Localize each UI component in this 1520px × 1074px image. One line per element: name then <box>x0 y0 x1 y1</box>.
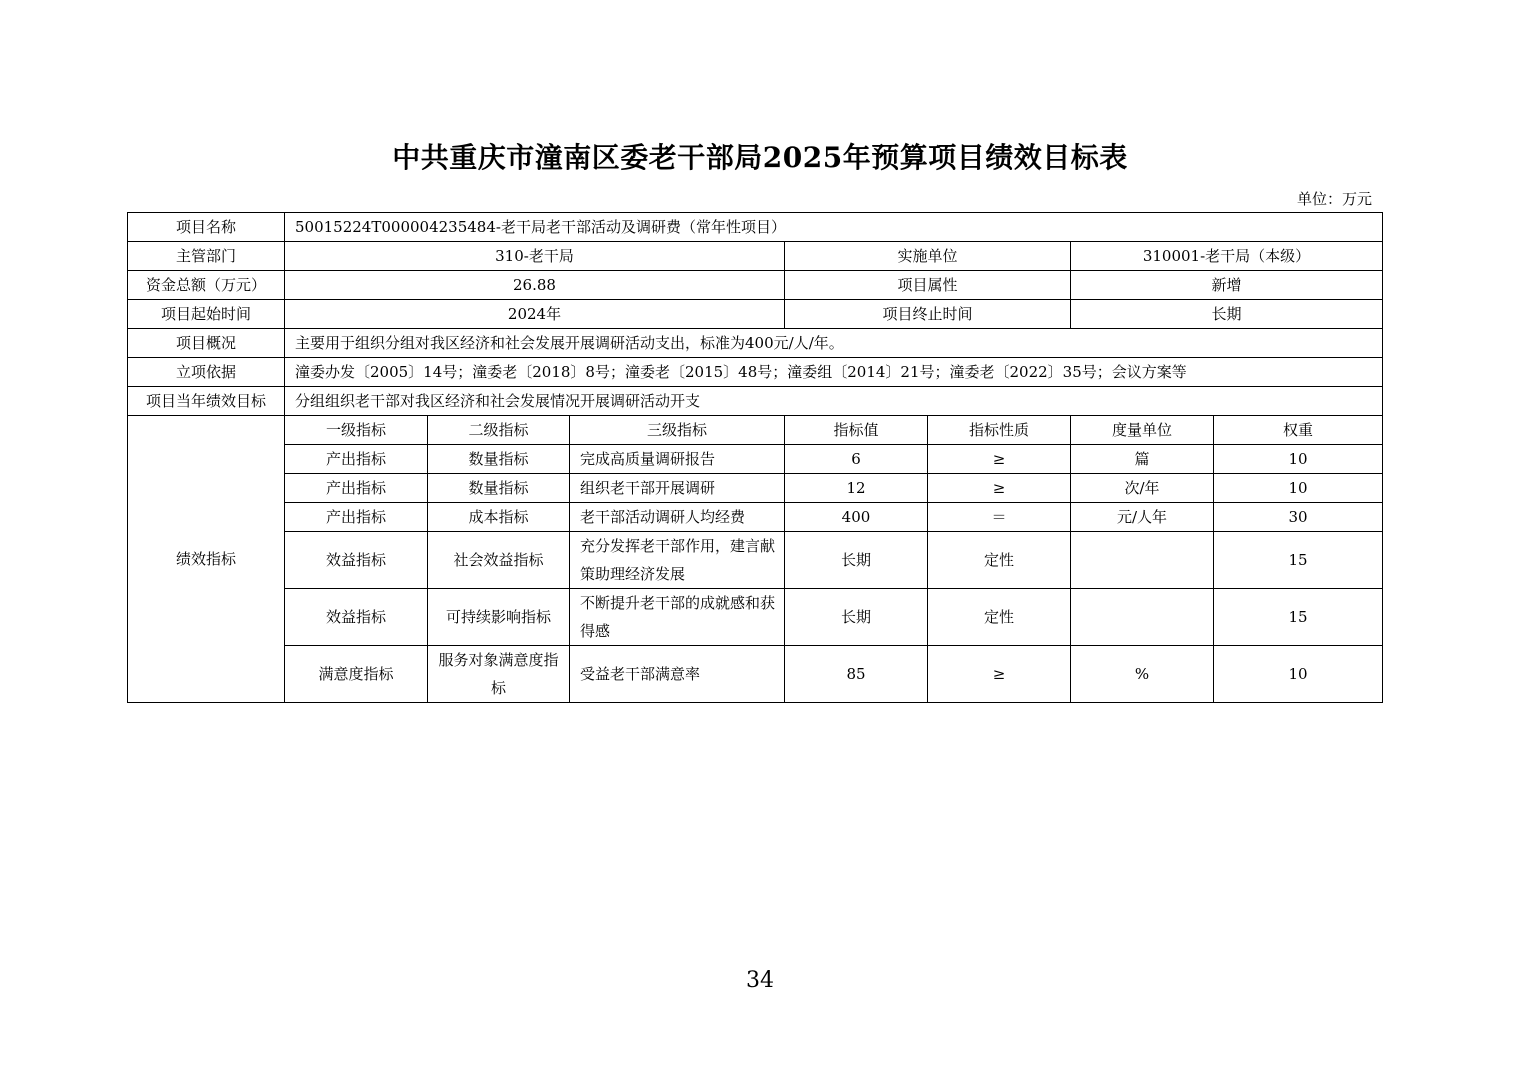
level3-cell: 不断提升老干部的成就感和获得感 <box>570 589 785 646</box>
unit-cell <box>1071 589 1214 646</box>
value-cell: 85 <box>785 646 928 703</box>
unit-cell: 篇 <box>1071 445 1214 474</box>
header-level2: 二级指标 <box>428 416 570 445</box>
row-project-name <box>128 213 1383 242</box>
level1-cell: 产出指标 <box>285 474 428 503</box>
overview-value: 主要用于组织分组对我区经济和社会发展开展调研活动支出，标准为400元/人/年。 <box>285 329 1383 358</box>
page-number: 34 <box>746 968 774 993</box>
nature-cell: 定性 <box>928 589 1071 646</box>
project-name-label: 项目名称 <box>128 213 285 242</box>
level2-cell: 服务对象满意度指标 <box>428 646 570 703</box>
weight-cell: 10 <box>1214 646 1383 703</box>
level1-cell: 效益指标 <box>285 589 428 646</box>
level3-cell: 充分发挥老干部作用，建言献策助理经济发展 <box>570 532 785 589</box>
row-dept <box>128 242 1383 271</box>
row-basis <box>128 358 1383 387</box>
nature-cell: 定性 <box>928 532 1071 589</box>
row-time <box>128 300 1383 329</box>
value-cell: 12 <box>785 474 928 503</box>
unit-cell: 元/人年 <box>1071 503 1214 532</box>
header-nature: 指标性质 <box>928 416 1071 445</box>
unit-cell: % <box>1071 646 1214 703</box>
performance-table <box>127 212 1383 703</box>
overview-label: 项目概况 <box>128 329 285 358</box>
dept-label: 主管部门 <box>128 242 285 271</box>
level1-cell: 效益指标 <box>285 532 428 589</box>
row-fund <box>128 271 1383 300</box>
level3-cell: 组织老干部开展调研 <box>570 474 785 503</box>
table-row <box>128 532 1383 589</box>
perf-label: 绩效指标 <box>128 416 285 703</box>
attr-label: 项目属性 <box>785 271 1071 300</box>
header-unit: 度量单位 <box>1071 416 1214 445</box>
level3-cell: 受益老干部满意率 <box>570 646 785 703</box>
end-label: 项目终止时间 <box>785 300 1071 329</box>
fund-label: 资金总额（万元） <box>128 271 285 300</box>
basis-value: 潼委办发〔2005〕14号；潼委老〔2018〕8号；潼委老〔2015〕48号；潼委组〔2014〕21号；潼委老〔2022〕35号；会议方案等 <box>285 358 1383 387</box>
level3-cell: 完成高质量调研报告 <box>570 445 785 474</box>
goal-value: 分组组织老干部对我区经济和社会发展情况开展调研活动开支 <box>285 387 1383 416</box>
project-name-value: 50015224T000004235484-老干局老干部活动及调研费（常年性项目） <box>285 213 1383 242</box>
table-row <box>128 503 1383 532</box>
row-overview <box>128 329 1383 358</box>
attr-value: 新增 <box>1071 271 1383 300</box>
unit-label: 单位：万元 <box>1296 190 1372 208</box>
header-level3: 三级指标 <box>570 416 785 445</box>
header-weight: 权重 <box>1214 416 1383 445</box>
nature-cell: ≥ <box>928 646 1071 703</box>
table-row <box>128 646 1383 703</box>
start-label: 项目起始时间 <box>128 300 285 329</box>
table-row <box>128 445 1383 474</box>
impl-label: 实施单位 <box>785 242 1071 271</box>
dept-value: 310-老干局 <box>285 242 785 271</box>
table-row <box>128 589 1383 646</box>
weight-cell: 15 <box>1214 532 1383 589</box>
weight-cell: 10 <box>1214 445 1383 474</box>
header-value: 指标值 <box>785 416 928 445</box>
value-cell: 6 <box>785 445 928 474</box>
nature-cell: ＝ <box>928 503 1071 532</box>
level1-cell: 满意度指标 <box>285 646 428 703</box>
weight-cell: 15 <box>1214 589 1383 646</box>
weight-cell: 10 <box>1214 474 1383 503</box>
level3-cell: 老干部活动调研人均经费 <box>570 503 785 532</box>
value-cell: 长期 <box>785 589 928 646</box>
level2-cell: 数量指标 <box>428 445 570 474</box>
level2-cell: 可持续影响指标 <box>428 589 570 646</box>
fund-value: 26.88 <box>285 271 785 300</box>
level2-cell: 数量指标 <box>428 474 570 503</box>
level1-cell: 产出指标 <box>285 503 428 532</box>
goal-label: 项目当年绩效目标 <box>128 387 285 416</box>
level1-cell: 产出指标 <box>285 445 428 474</box>
nature-cell: ≥ <box>928 445 1071 474</box>
level2-cell: 社会效益指标 <box>428 532 570 589</box>
impl-value: 310001-老干局（本级） <box>1071 242 1383 271</box>
level2-cell: 成本指标 <box>428 503 570 532</box>
unit-cell: 次/年 <box>1071 474 1214 503</box>
start-value: 2024年 <box>285 300 785 329</box>
weight-cell: 30 <box>1214 503 1383 532</box>
page-title: 中共重庆市潼南区委老干部局2025年预算项目绩效目标表 <box>392 141 1128 174</box>
value-cell: 长期 <box>785 532 928 589</box>
table-row <box>128 474 1383 503</box>
value-cell: 400 <box>785 503 928 532</box>
end-value: 长期 <box>1071 300 1383 329</box>
nature-cell: ≥ <box>928 474 1071 503</box>
unit-cell <box>1071 532 1214 589</box>
row-goal <box>128 387 1383 416</box>
basis-label: 立项依据 <box>128 358 285 387</box>
header-level1: 一级指标 <box>285 416 428 445</box>
perf-header-row <box>128 416 1383 445</box>
